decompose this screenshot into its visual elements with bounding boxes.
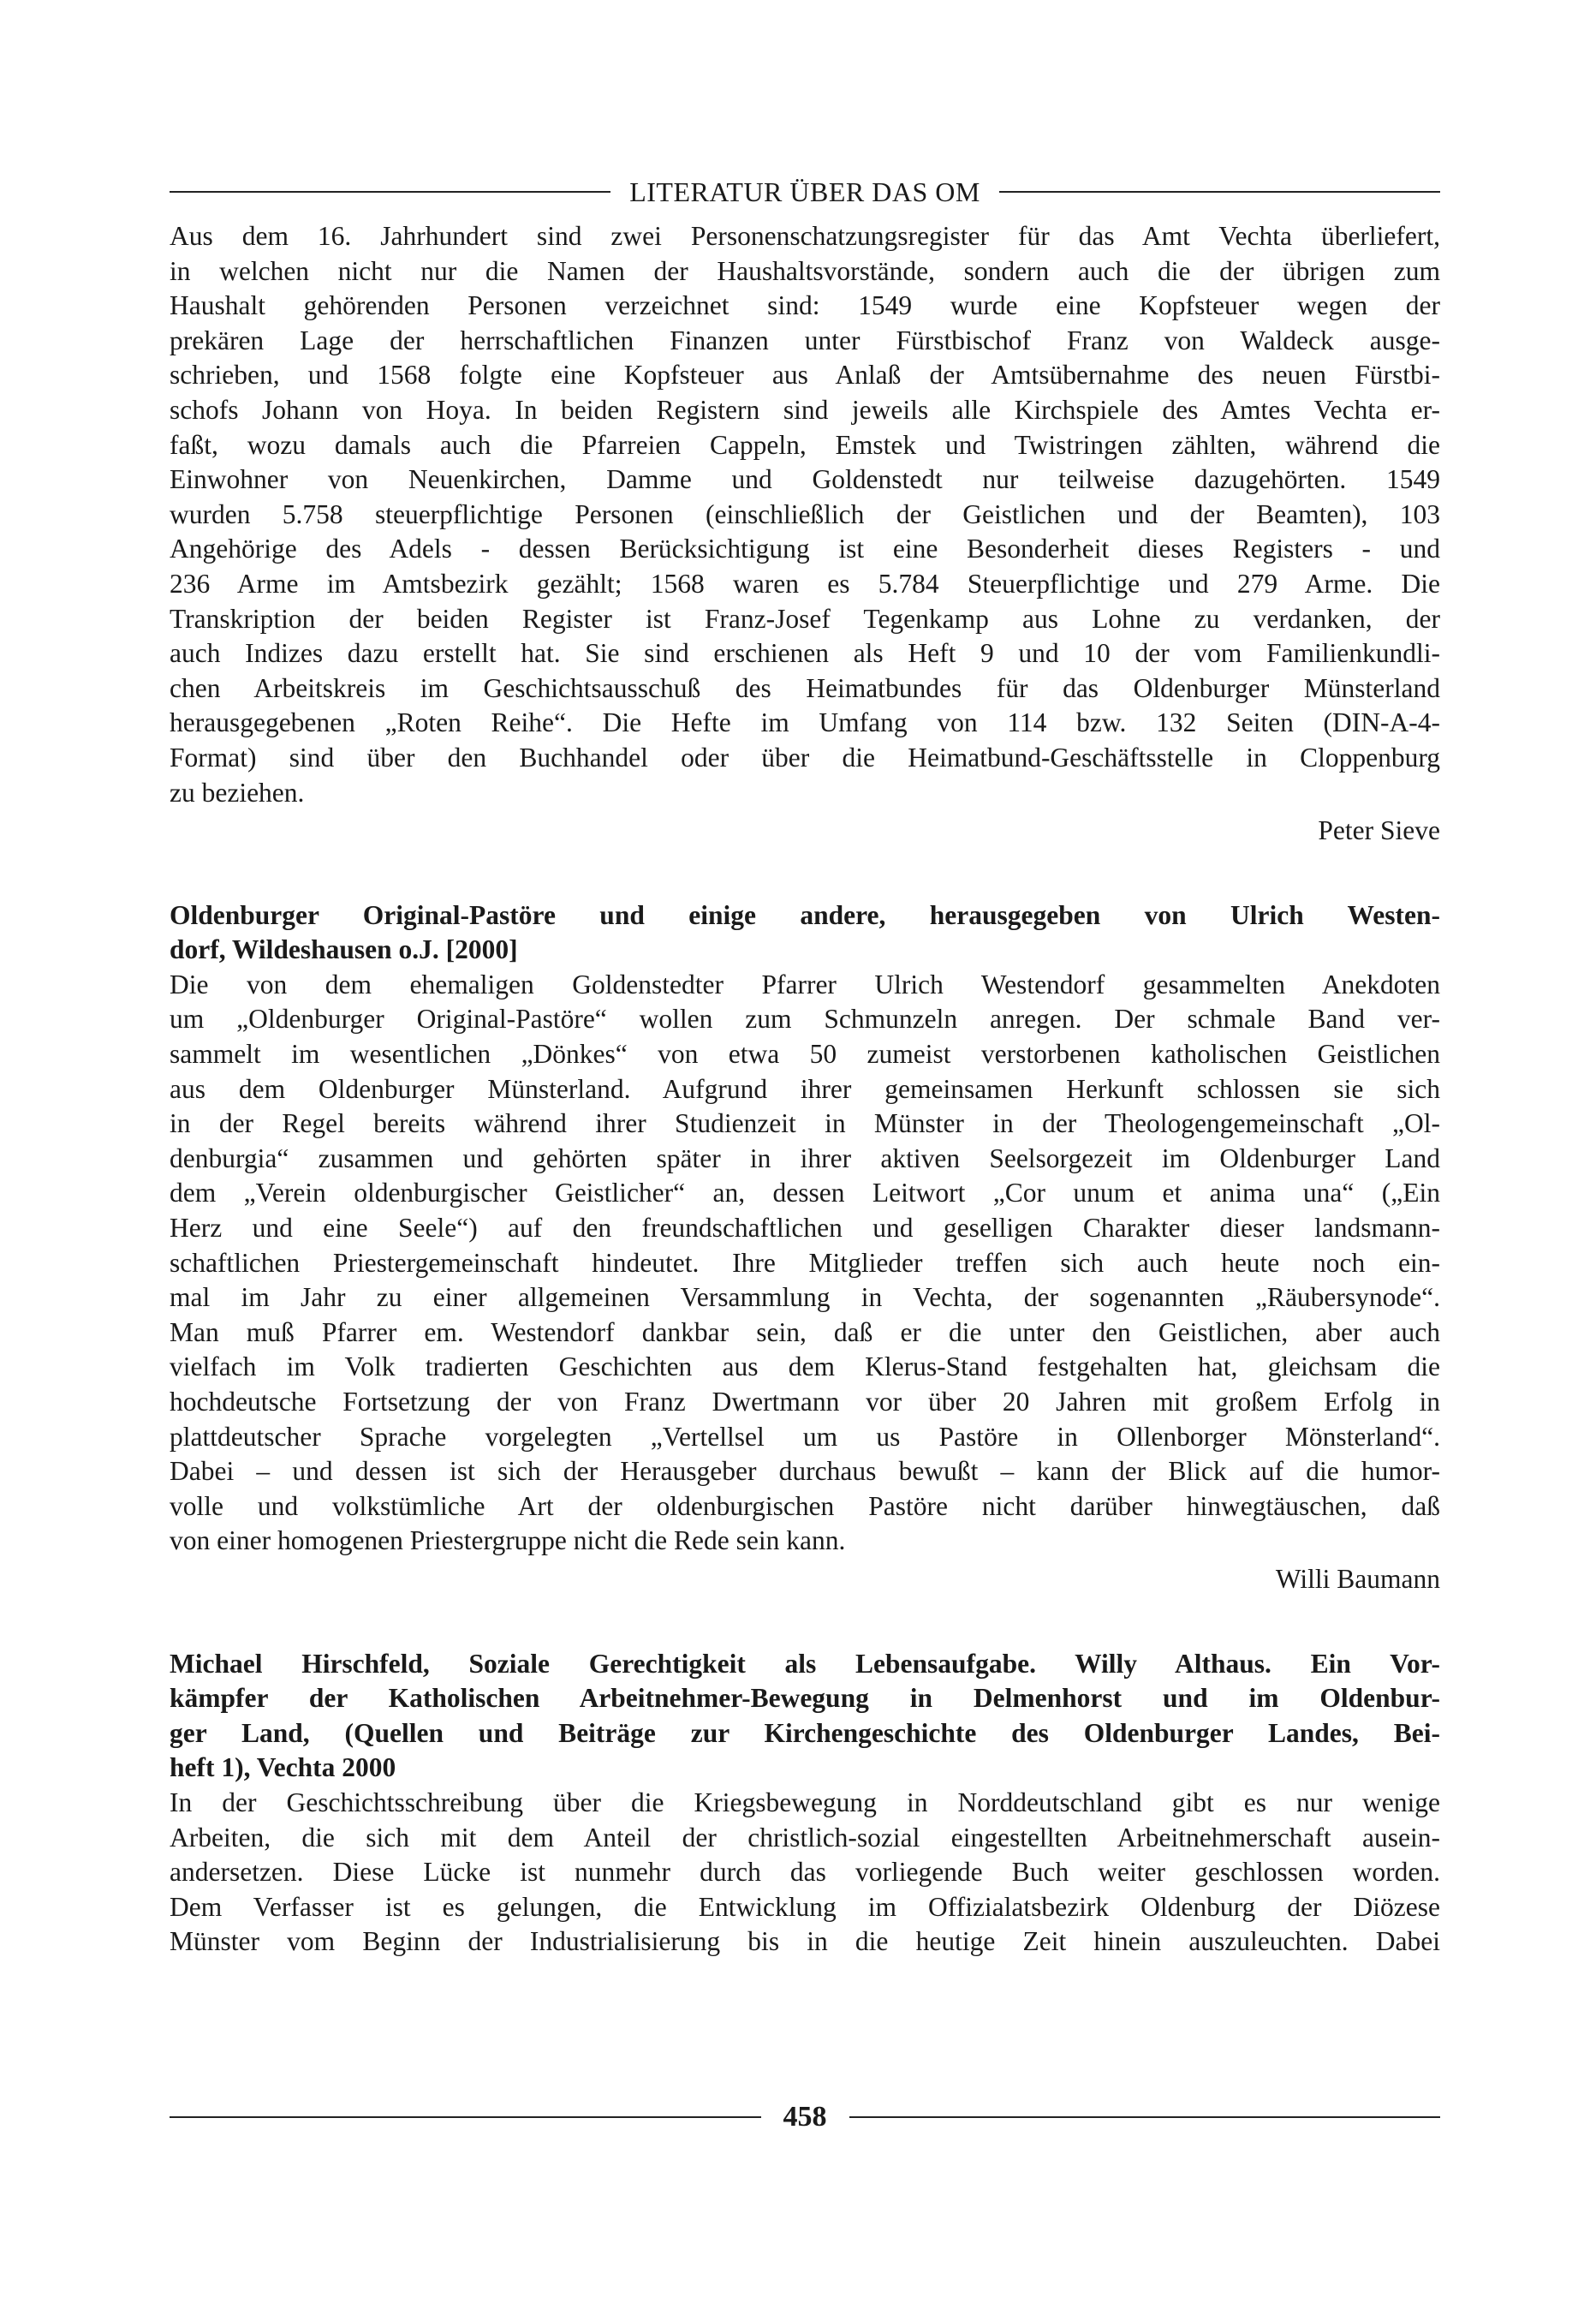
body-line: auch Indizes dazu erstellt hat. Sie sind erschienen als Heft 9 und 10 der vom Familienkundli-	[170, 638, 1440, 669]
reviewer-signature: Peter Sieve	[1318, 815, 1440, 846]
body-line: Aus dem 16. Jahrhundert sind zwei Personenschatzungsregister für das Amt Vechta überliefert,	[170, 221, 1440, 251]
review-entry-tax-registers	[170, 219, 1440, 849]
body-line: andersetzen. Diese Lücke ist nunmehr durch das vorliegende Buch weiter geschlossen worden.	[170, 1857, 1440, 1888]
page-number: 458	[783, 2101, 827, 2133]
review-entry-original-pastoere	[170, 898, 1440, 1597]
body-line: vielfach im Volk tradierten Geschichten aus dem Klerus-Stand festgehalten hat, gleichsam die	[170, 1351, 1440, 1382]
header-rule-right	[999, 191, 1440, 193]
body-line: Einwohner von Neuenkirchen, Damme und Goldenstedt nur teilweise dazugehörten. 1549	[170, 464, 1440, 495]
title-line: Michael Hirschfeld, Soziale Gerechtigkeit als Lebensaufgabe. Willy Althaus. Ein Vor-	[170, 1648, 1440, 1679]
body-line: Die von dem ehemaligen Goldenstedter Pfarrer Ulrich Westendorf gesammelten Anekdoten	[170, 969, 1440, 999]
body-line: Herz und eine Seele“) auf den freundschaftlichen und geselligen Charakter dieser landsmann-	[170, 1213, 1440, 1244]
body-line: In der Geschichtsschreibung über die Kriegsbewegung in Norddeutschland gibt es nur wenige	[170, 1787, 1440, 1817]
title-line: heft 1), Vechta 2000	[170, 1752, 396, 1783]
body-line: Transkription der beiden Register ist Franz-Josef Tegenkamp aus Lohne zu verdanken, der	[170, 603, 1440, 634]
title-line: Oldenburger Original-Pastöre und einige andere, herausgegeben von Ulrich Westen-	[170, 899, 1440, 930]
body-line: chen Arbeitskreis im Geschichtsausschuß des Heimatbundes für das Oldenburger Münsterland	[170, 672, 1440, 703]
body-line: Haushalt gehörenden Personen verzeichnet sind: 1549 wurde eine Kopfsteuer wegen der	[170, 290, 1440, 321]
body-line: prekären Lage der herrschaftlichen Finanzen unter Fürstbischof Franz von Waldeck ausge-	[170, 325, 1440, 355]
body-line: hochdeutsche Fortsetzung der von Franz Dwertmann vor über 20 Jahren mit großem Erfolg in	[170, 1387, 1440, 1417]
body-line: faßt, wozu damals auch die Pfarreien Cappeln, Emstek und Twistringen zählten, während die	[170, 429, 1440, 460]
body-line: Arbeiten, die sich mit dem Anteil der christlich-sozial eingestellten Arbeitnehmerschaft ausein-	[170, 1822, 1440, 1853]
body-line: dem „Verein oldenburgischer Geistlicher“ an, dessen Leitwort „Cor unum et anima una“ („Ein	[170, 1178, 1440, 1208]
body-line: mal im Jahr zu einer allgemeinen Versammlung in Vechta, der sogenannten „Räubersynode“.	[170, 1282, 1440, 1313]
body-line: aus dem Oldenburger Münsterland. Aufgrund ihrer gemeinsamen Herkunft schlossen sie sich	[170, 1073, 1440, 1104]
body-line: Münster vom Beginn der Industrialisierung bis in die heutige Zeit hinein auszuleuchten. Dabei	[170, 1926, 1440, 1957]
body-line: in der Regel bereits während ihrer Studienzeit in Münster in der Theologengemeinschaft „Ol-	[170, 1108, 1440, 1139]
title-line: kämpfer der Katholischen Arbeitnehmer-Bewegung in Delmenhorst und im Oldenbur-	[170, 1683, 1440, 1714]
title-line: dorf, Wildeshausen o.J. [2000]	[170, 934, 518, 965]
body-line: 236 Arme im Amtsbezirk gezählt; 1568 waren es 5.784 Steuerpflichtige und 279 Arme. Die	[170, 568, 1440, 599]
body-line: von einer homogenen Priestergruppe nicht die Rede sein kann.	[170, 1525, 846, 1556]
body-line: zu beziehen.	[170, 777, 305, 808]
reviewer-signature: Willi Baumann	[1275, 1563, 1440, 1594]
body-line: Man muß Pfarrer em. Westendorf dankbar sein, daß er die unter den Geistlichen, aber auch	[170, 1316, 1440, 1347]
review-title	[170, 1647, 1440, 1786]
body-line: wurden 5.758 steuerpflichtige Personen (einschließlich der Geistlichen und der Beamten), 103	[170, 498, 1440, 529]
body-line: herausgegebenen „Roten Reihe“. Die Hefte im Umfang von 114 bzw. 132 Seiten (DIN-A-4-	[170, 707, 1440, 738]
body-line: schofs Johann von Hoya. In beiden Registern sind jeweils alle Kirchspiele des Amtes Vechta er-	[170, 394, 1440, 425]
footer-rule-left	[170, 2116, 761, 2118]
running-title: LITERATUR ÜBER DAS OM	[629, 176, 980, 207]
review-entry-hirschfeld-althaus	[170, 1647, 1440, 1960]
body-line: um „Oldenburger Original-Pastöre“ wollen zum Schmunzeln anregen. Der schmale Band ver-	[170, 1004, 1440, 1035]
review-title	[170, 898, 1440, 968]
body-line: plattdeutscher Sprache vorgelegten „Vertellsel um us Pastöre in Ollenborger Mönsterland“.	[170, 1421, 1440, 1452]
body-line: Angehörige des Adels - dessen Berücksichtigung ist eine Besonderheit dieses Registers - und	[170, 534, 1440, 564]
body-line: Dabei – und dessen ist sich der Herausgeber durchaus bewußt – kann der Blick auf die humor-	[170, 1456, 1440, 1487]
body-line: in welchen nicht nur die Namen der Haushaltsvorstände, sondern auch die der übrigen zum	[170, 255, 1440, 286]
body-line: Format) sind über den Buchhandel oder über die Heimatbund-Geschäftsstelle in Cloppenburg	[170, 742, 1440, 773]
body-line: schaftlichen Priestergemeinschaft hindeutet. Ihre Mitglieder treffen sich auch heute noch ein-	[170, 1247, 1440, 1278]
page-footer	[170, 2097, 1440, 2138]
title-line: ger Land, (Quellen und Beiträge zur Kirchengeschichte des Oldenburger Landes, Bei-	[170, 1717, 1440, 1748]
review-body	[170, 1786, 1440, 1960]
header-rule-left	[170, 191, 610, 193]
page-column	[170, 170, 1440, 1960]
body-line: sammelt im wesentlichen „Dönkes“ von etwa 50 zumeist verstorbenen katholischen Geistlichen	[170, 1039, 1440, 1070]
running-header	[170, 170, 1440, 214]
review-body	[170, 968, 1440, 1559]
body-line: Dem Verfasser ist es gelungen, die Entwicklung im Offizialatsbezirk Oldenburg der Diözese	[170, 1891, 1440, 1922]
body-line: schrieben, und 1568 folgte eine Kopfsteuer aus Anlaß der Amtsübernahme des neuen Fürstbi-	[170, 360, 1440, 391]
body-line: denburgia“ zusammen und gehörten später in ihrer aktiven Seelsorgezeit im Oldenburger Land	[170, 1143, 1440, 1173]
review-body	[170, 219, 1440, 810]
body-line: volle und volkstümliche Art der oldenburgischen Pastöre nicht darüber hinwegtäuschen, daß	[170, 1490, 1440, 1521]
footer-rule-right	[849, 2116, 1441, 2118]
